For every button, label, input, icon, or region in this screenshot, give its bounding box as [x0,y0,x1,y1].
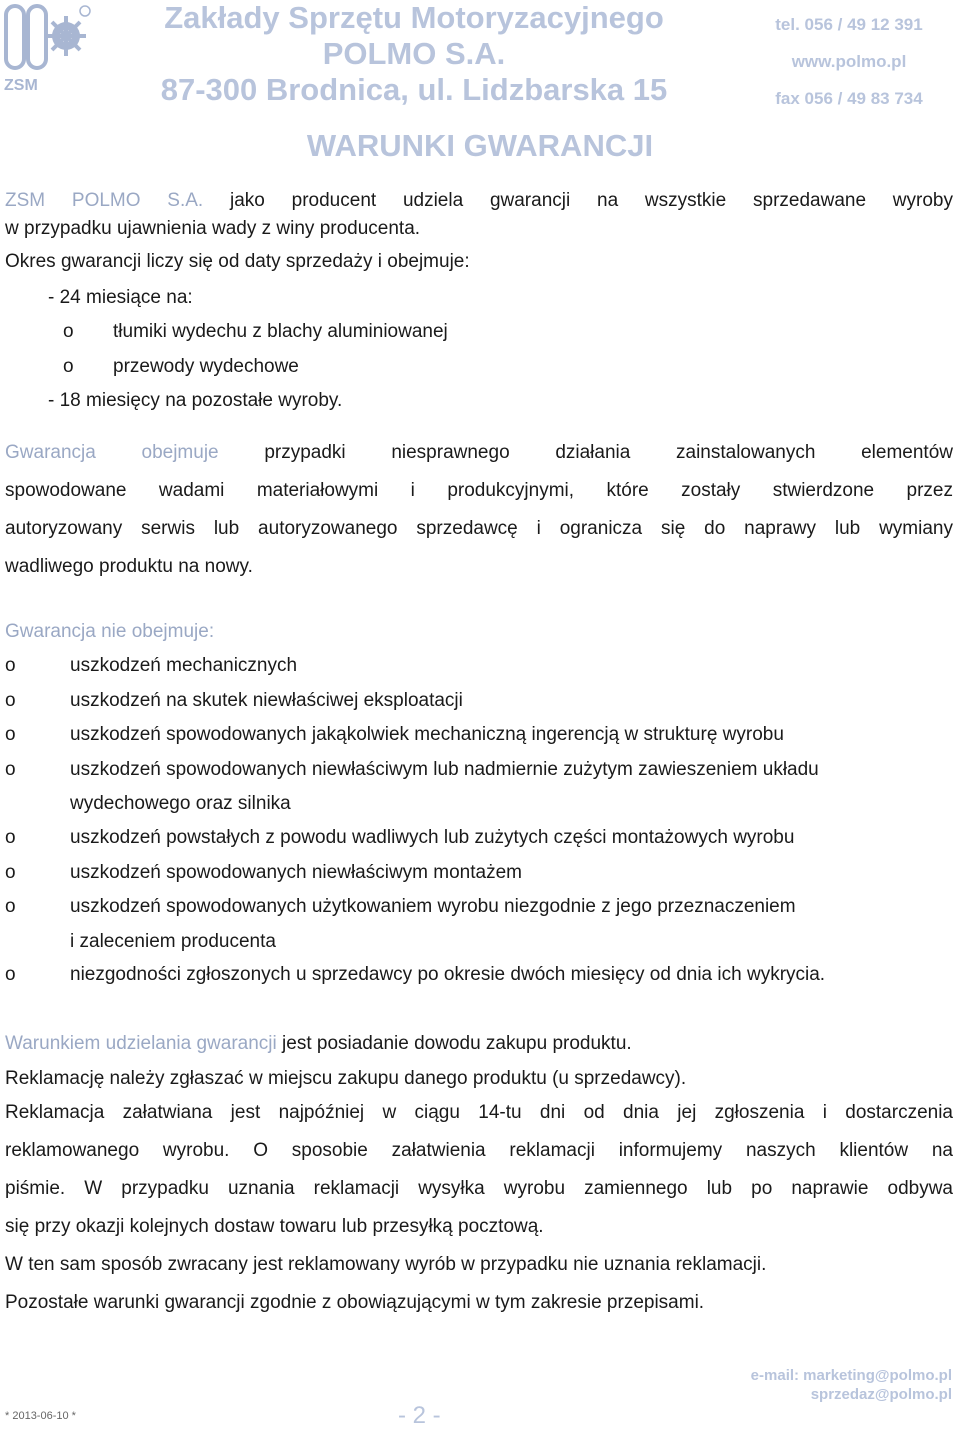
bullet-icon: o [5,862,16,883]
conditions-heading: Warunkiem udzielania gwarancji [5,1033,277,1054]
exclusion-item: uszkodzeń spowodowanych niewłaściwym montażem [70,862,522,883]
footer-contact [751,1366,952,1404]
contact-info [744,6,954,117]
phone-number: tel. 056 / 49 12 391 [775,15,923,34]
exclusions-heading: Gwarancja nie obejmuje: [5,621,215,642]
period-18-months: - 18 miesięcy na pozostałe wyroby. [48,390,343,411]
period-lead: Okres gwarancji liczy się od daty sprzedaży i obejmuje: [5,251,470,272]
coverage-line-4: wadliwego produktu na nowy. [5,556,253,577]
bullet-icon: o [63,321,74,342]
exclusion-item-continuation: i zaleceniem producenta [70,931,276,952]
period-item: przewody wydechowe [113,356,299,377]
exclusion-item: uszkodzeń spowodowanych użytkowaniem wyrobu niezgodnie z jego przeznaczeniem [70,896,796,917]
company-info [94,0,734,108]
bullet-icon: o [5,724,16,745]
exclusion-item: uszkodzeń mechanicznych [70,655,298,676]
intro-line-2: w przypadku ujawnienia wady z winy producenta. [5,218,421,239]
company-logo [2,2,94,94]
zsm-logo-icon [2,2,94,94]
logo-text: ZSM [4,77,38,94]
bullet-icon: o [5,759,16,780]
company-name: Zakłady Sprzętu Motoryzacyjnego [164,0,664,35]
company-mention: ZSM POLMO S.A. [5,190,204,211]
company-address: 87-300 Brodnica, ul. Lidzbarska 15 [160,72,668,107]
exclusion-item: uszkodzeń powstałych z powodu wadliwych lub zużytych części montażowych wyrobu [70,827,795,848]
conditions-line-7: W ten sam sposób zwracany jest reklamowany wyrób w przypadku nie uznania reklamacji. [5,1254,767,1275]
bullet-icon: o [5,655,16,676]
bullet-icon: o [63,356,74,377]
coverage-line-1: Gwarancja obejmuje przypadki niesprawnego działania zainstalowanych elementów [5,442,954,463]
conditions-line-2: Reklamację należy zgłaszać w miejscu zakupu danego produktu (u sprzedawcy). [5,1068,687,1089]
bullet-icon: o [5,964,16,985]
fax-number: fax 056 / 49 83 734 [775,89,923,108]
exclusion-item: niezgodności zgłoszonych u sprzedawcy po okresie dwóch miesięcy od dnia ich wykrycia. [70,964,826,985]
conditions-line-1: Warunkiem udzielania gwarancji jest posiadanie dowodu zakupu produktu. [5,1033,632,1054]
page-number: - 2 - [398,1402,441,1429]
bullet-icon: o [5,896,16,917]
period-24-months: - 24 miesiące na: [48,287,193,308]
intro-line-1: ZSM POLMO S.A. jako producent udziela gwarancji na wszystkie sprzedawane wyroby [5,190,953,211]
conditions-line-5: piśmie. W przypadku uznania reklamacji wysyłka wyrobu zamiennego lub po naprawie odbywa [5,1178,953,1199]
conditions-line-8: Pozostałe warunki gwarancji zgodnie z obowiązującymi w tym zakresie przepisami. [5,1292,705,1313]
period-item: tłumiki wydechu z blachy aluminiowanej [113,321,448,342]
company-legal-name: POLMO S.A. [322,36,506,71]
exclusion-item: uszkodzeń na skutek niewłaściwej eksploatacji [70,690,463,711]
document-title: WARUNKI GWARANCJI [306,128,654,163]
conditions-line-6: się przy okazji kolejnych dostaw towaru lub przesyłką pocztową. [5,1216,544,1237]
exclusion-item: uszkodzeń spowodowanych jakąkolwiek mechaniczną ingerencją w strukturę wyrobu [70,724,784,745]
coverage-heading: Gwarancja obejmuje [5,442,219,463]
email-sales-link[interactable]: sprzedaz@polmo.pl [810,1386,952,1403]
exclusion-item: uszkodzeń spowodowanych niewłaściwym lub nadmiernie zużytym zawieszeniem układu [70,759,819,780]
footer-date: * 2013-06-10 * [5,1410,76,1422]
exclusion-item-continuation: wydechowego oraz silnika [70,793,291,814]
bullet-icon: o [5,690,16,711]
email-marketing-link[interactable]: e-mail: marketing@polmo.pl [750,1367,952,1384]
conditions-line-3: Reklamacja załatwiana jest najpóźniej w ciągu 14-tu dni od dnia jej zgłoszenia i dostarczenia [5,1102,953,1123]
coverage-line-2: spowodowane wadami materiałowymi i produkcyjnymi, które zostały stwierdzone przez [5,480,953,501]
website-link[interactable]: www.polmo.pl [791,52,907,71]
bullet-icon: o [5,827,16,848]
conditions-line-4: reklamowanego wyrobu. O sposobie załatwienia reklamacji informujemy naszych klientów na [5,1140,953,1161]
coverage-line-3: autoryzowany serwis lub autoryzowanego sprzedawcę i ogranicza się do naprawy lub wymiany [5,518,953,539]
